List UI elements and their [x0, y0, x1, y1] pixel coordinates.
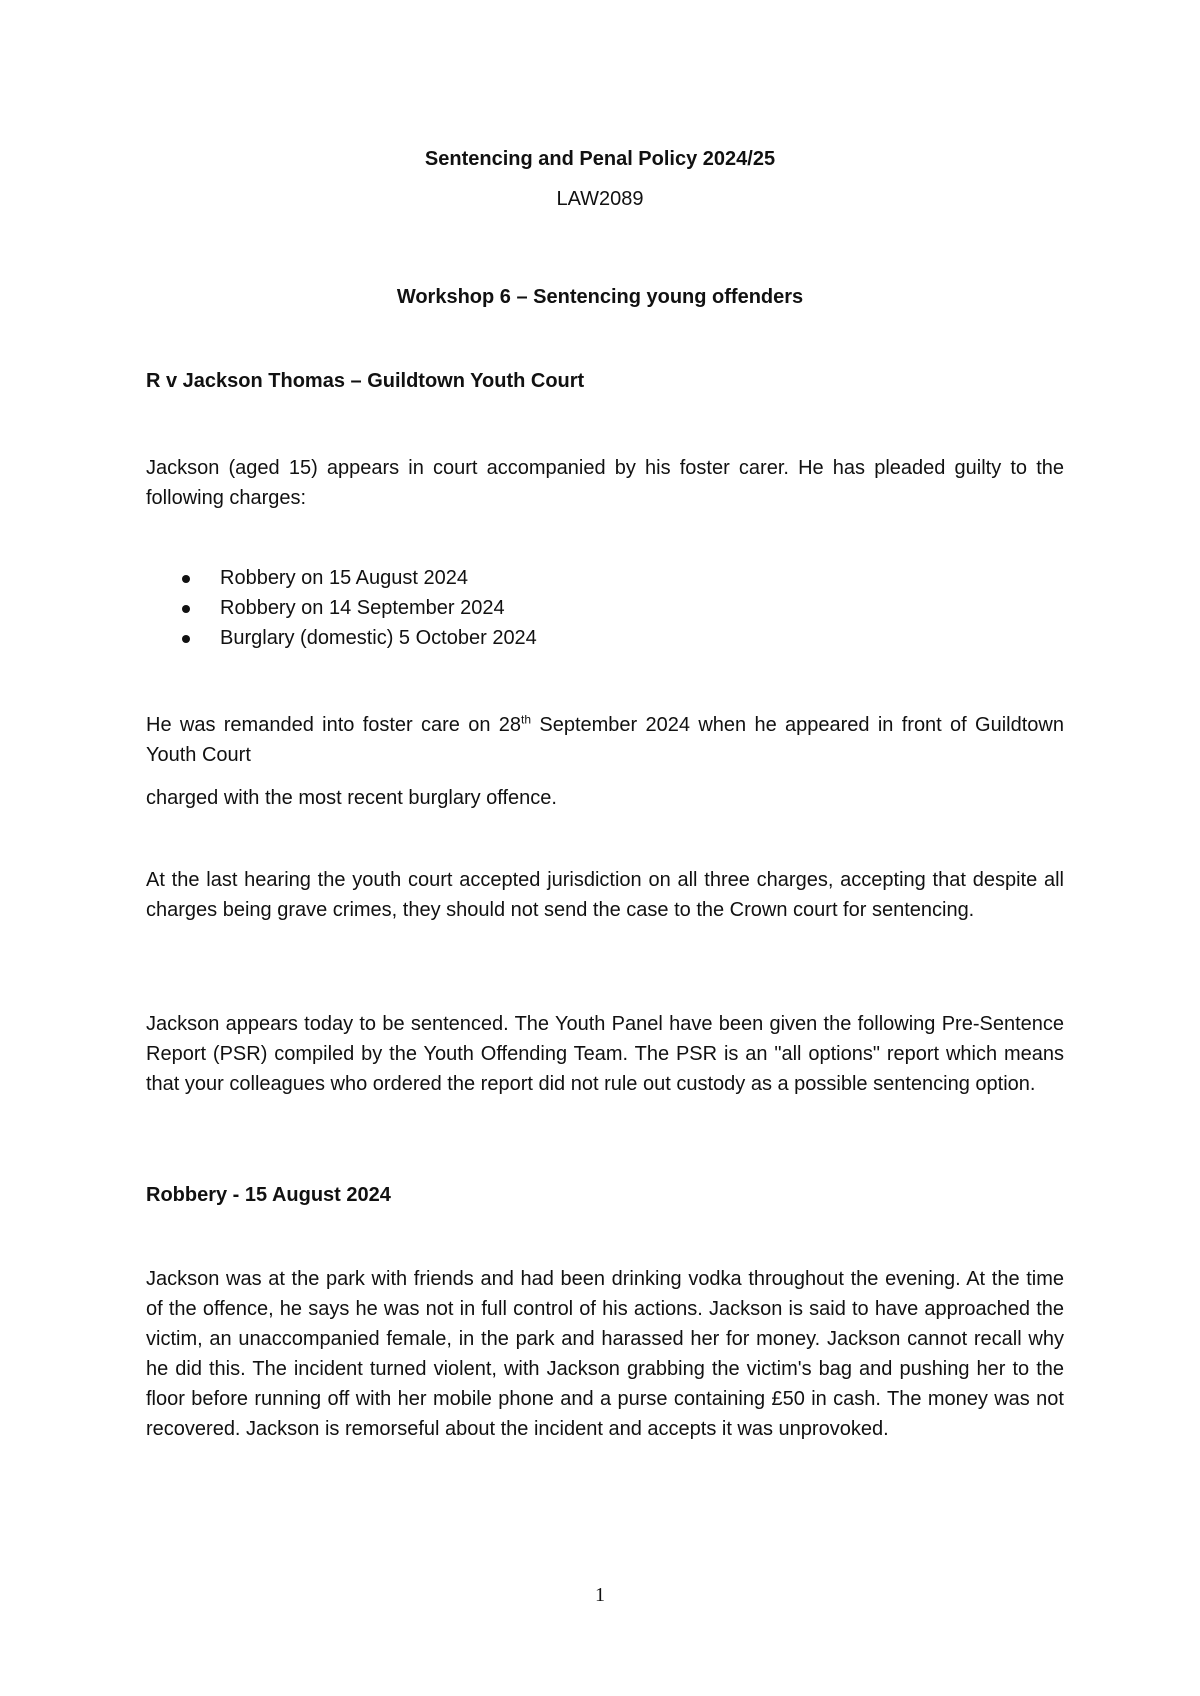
bullet-icon [182, 605, 190, 613]
jurisdiction-paragraph: At the last hearing the youth court accepted jurisdiction on all three charges, accepting that despite all charges being grave crimes, they should not send the case to the Crown court for sentencing. [146, 869, 1064, 921]
charge-text: Burglary (domestic) 5 October 2024 [220, 627, 537, 649]
page-number: 1 [595, 1584, 605, 1606]
section-heading: Robbery - 15 August 2024 [146, 1184, 391, 1206]
robbery-paragraph: Jackson was at the park with friends and had been drinking vodka throughout the evening. At the time of the offence, he says he was not in full control of his actions. Jackson is said to have approached the victim, an unaccompanied female, in the park and harassed her for money. Jackson cannot recall why he did this. The incident turned violent, with Jackson grabbing the victim's bag and pushing her to the floor before running off with her mobile phone and a purse containing £50 in cash. The money was not recovered. Jackson is remorseful about the incident and accepts it was unprovoked. [146, 1268, 1064, 1440]
document-title: Sentencing and Penal Policy 2024/25 [424, 148, 776, 170]
charges-list [146, 563, 537, 653]
module-code: LAW2089 [556, 188, 644, 210]
charge-text: Robbery on 15 August 2024 [220, 567, 468, 589]
intro-paragraph: Jackson (aged 15) appears in court accompanied by his foster carer. He has pleaded guilty to the following charges: [146, 457, 1064, 509]
charge-text: Robbery on 14 September 2024 [220, 597, 505, 619]
remand-paragraph: He was remanded into foster care on 28th September 2024 when he appeared in front of Guildtown Youth Court [146, 712, 1064, 766]
ordinal-suffix: th [521, 712, 532, 727]
list-item [146, 593, 537, 623]
list-item [146, 563, 537, 593]
remand-continuation: charged with the most recent burglary offence. [146, 787, 557, 809]
case-heading: R v Jackson Thomas – Guildtown Youth Court [146, 370, 585, 392]
workshop-title: Workshop 6 – Sentencing young offenders [396, 286, 804, 308]
list-item [146, 623, 537, 653]
bullet-icon [182, 635, 190, 643]
bullet-icon [182, 575, 190, 583]
sentencing-paragraph: Jackson appears today to be sentenced. The Youth Panel have been given the following Pre-Sentence Report (PSR) compiled by the Youth Offending Team. The PSR is an "all options" report which means that your colleagues who ordered the report did not rule out custody as a possible sentencing option. [146, 1013, 1064, 1095]
